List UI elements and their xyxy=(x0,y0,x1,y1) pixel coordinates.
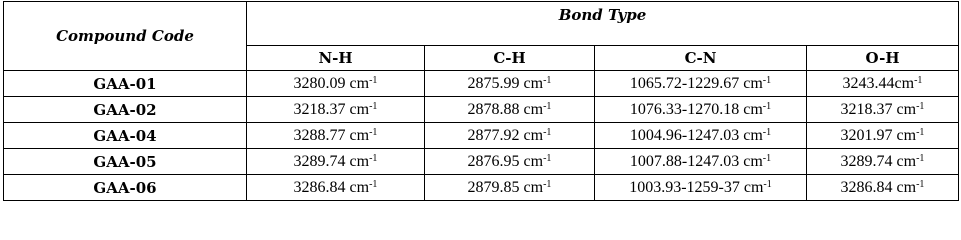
unit-label: cm xyxy=(349,74,370,92)
value-number: 2878.88 xyxy=(467,100,524,118)
unit-exponent: -1 xyxy=(916,178,925,190)
value-number: 3218.37 xyxy=(293,100,350,118)
value-number: 3289.74 xyxy=(293,152,350,170)
value-cell-c-n xyxy=(595,149,807,175)
value-number: 3286.84 xyxy=(840,178,897,196)
value-cell-o-h xyxy=(807,123,959,149)
unit-exponent: -1 xyxy=(543,74,552,86)
unit-label: cm xyxy=(743,74,763,92)
unit-label: cm xyxy=(743,100,763,118)
value-number: 3289.74 xyxy=(840,152,897,170)
column-header-n-h: N-H xyxy=(247,46,425,71)
unit-label: cm xyxy=(349,126,370,144)
value-cell-c-h xyxy=(425,175,595,201)
value-number: 3286.84 xyxy=(293,178,350,196)
unit-label: cm xyxy=(896,178,917,196)
unit-label: cm xyxy=(896,152,917,170)
unit-exponent: -1 xyxy=(762,152,772,164)
value-number: 1004.96-1247.03 xyxy=(629,126,744,144)
compound-code-cell: GAA-04 xyxy=(4,123,247,149)
unit-exponent: -1 xyxy=(916,100,925,112)
unit-label: cm xyxy=(896,100,917,118)
value-number: 2875.99 xyxy=(467,74,524,92)
value-number: 3288.77 xyxy=(293,126,350,144)
unit-label: cm xyxy=(743,178,764,196)
unit-exponent: -1 xyxy=(369,126,378,138)
value-cell-n-h xyxy=(247,175,425,201)
value-cell-c-n xyxy=(595,97,807,123)
unit-exponent: -1 xyxy=(369,152,378,164)
value-number: 2877.92 xyxy=(467,126,524,144)
value-cell-o-h xyxy=(807,71,959,97)
unit-exponent: -1 xyxy=(914,74,923,86)
compound-code-cell: GAA-01 xyxy=(4,71,247,97)
table-body xyxy=(4,71,959,201)
table-row xyxy=(4,175,959,201)
unit-exponent: -1 xyxy=(762,100,772,112)
value-cell-o-h xyxy=(807,149,959,175)
unit-exponent: -1 xyxy=(762,74,772,86)
unit-exponent: -1 xyxy=(369,74,378,86)
bond-type-table xyxy=(3,1,959,201)
value-number: 3201.97 xyxy=(840,126,897,144)
value-number: 1007.88-1247.03 xyxy=(629,152,744,170)
value-number: 2879.85 xyxy=(467,178,524,196)
compound-code-cell: GAA-05 xyxy=(4,149,247,175)
value-cell-o-h xyxy=(807,97,959,123)
value-number: 1065.72-1229.67 xyxy=(629,74,744,92)
table-row xyxy=(4,71,959,97)
compound-code-cell: GAA-06 xyxy=(4,175,247,201)
value-cell-c-h xyxy=(425,123,595,149)
compound-code-cell: GAA-02 xyxy=(4,97,247,123)
value-cell-n-h xyxy=(247,97,425,123)
unit-exponent: -1 xyxy=(369,100,378,112)
unit-label: cm xyxy=(523,178,544,196)
unit-label: cm xyxy=(896,126,917,144)
table-row xyxy=(4,123,959,149)
unit-exponent: -1 xyxy=(543,178,552,190)
unit-label: cm xyxy=(349,178,370,196)
value-cell-c-h xyxy=(425,71,595,97)
column-header-c-n: C-N xyxy=(595,46,807,71)
unit-exponent: -1 xyxy=(916,126,925,138)
unit-exponent: -1 xyxy=(543,126,552,138)
unit-label: cm xyxy=(349,100,370,118)
unit-exponent: -1 xyxy=(916,152,925,164)
value-number: 3243.44 xyxy=(842,74,895,92)
value-cell-c-h xyxy=(425,97,595,123)
unit-exponent: -1 xyxy=(543,152,552,164)
unit-label: cm xyxy=(743,152,763,170)
unit-label: cm xyxy=(523,152,544,170)
value-number: 2876.95 xyxy=(467,152,524,170)
value-number: 1003.93-1259-37 xyxy=(629,178,744,196)
unit-label: cm xyxy=(743,126,763,144)
value-cell-n-h xyxy=(247,149,425,175)
column-header-o-h: O-H xyxy=(807,46,959,71)
value-cell-n-h xyxy=(247,123,425,149)
value-cell-n-h xyxy=(247,71,425,97)
unit-exponent: -1 xyxy=(763,178,772,190)
value-cell-o-h xyxy=(807,175,959,201)
value-cell-c-h xyxy=(425,149,595,175)
unit-exponent: -1 xyxy=(543,100,552,112)
unit-exponent: -1 xyxy=(369,178,378,190)
value-cell-c-n xyxy=(595,175,807,201)
value-cell-c-n xyxy=(595,71,807,97)
value-number: 1076.33-1270.18 xyxy=(629,100,744,118)
unit-label: cm xyxy=(523,126,544,144)
unit-label: cm xyxy=(894,74,915,92)
value-number: 3280.09 xyxy=(293,74,350,92)
unit-exponent: -1 xyxy=(762,126,772,138)
table-row xyxy=(4,97,959,123)
unit-label: cm xyxy=(523,100,544,118)
value-number: 3218.37 xyxy=(840,100,897,118)
table-row xyxy=(4,149,959,175)
value-cell-c-n xyxy=(595,123,807,149)
unit-label: cm xyxy=(523,74,544,92)
column-header-c-h: C-H xyxy=(425,46,595,71)
compound-code-header: Compound Code xyxy=(4,2,247,71)
bond-type-header: Bond Type xyxy=(247,2,959,46)
unit-label: cm xyxy=(349,152,370,170)
